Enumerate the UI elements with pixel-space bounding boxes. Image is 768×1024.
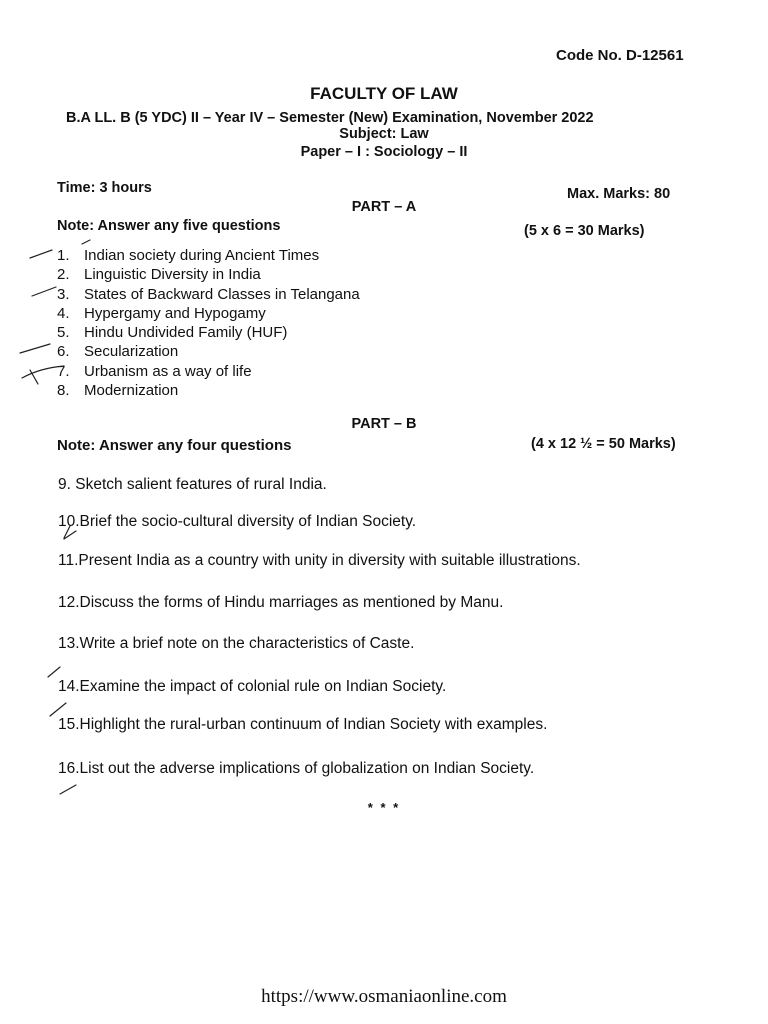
question-number: 1.	[57, 247, 70, 264]
part-a-marks: (5 x 6 = 30 Marks)	[524, 223, 645, 239]
exam-title: B.A LL. B (5 YDC) II – Year IV – Semester (New) Examination, November 2022	[66, 110, 594, 126]
question-text: States of Backward Classes in Telangana	[84, 285, 360, 303]
paper-line: Paper – I : Sociology – II	[300, 144, 468, 160]
tick-mark	[50, 703, 66, 716]
part-b-marks: (4 x 12 ½ = 50 Marks)	[531, 436, 676, 452]
question-13: 13.Write a brief note on the characteristics of Caste.	[58, 635, 415, 652]
question-text: Indian society during Ancient Times	[84, 247, 320, 264]
tick-mark	[64, 526, 76, 539]
question-text: Urbanism as a way of life	[84, 362, 252, 380]
part-b-title: PART – B	[351, 416, 417, 432]
max-marks: Max. Marks: 80	[567, 186, 671, 202]
question-number: 8.	[57, 382, 70, 400]
question-12: 12.Discuss the forms of Hindu marriages as mentioned by Manu.	[58, 594, 504, 611]
faculty-title: FACULTY OF LAW	[310, 84, 458, 103]
question-text: Linguistic Diversity in India	[84, 266, 261, 284]
question-number: 6.	[57, 343, 70, 361]
tick-mark	[20, 344, 50, 353]
question-text: Hypergamy and Hypogamy	[84, 304, 266, 322]
question-9: 9. Sketch salient features of rural India.	[58, 476, 327, 493]
question-14: 14.Examine the impact of colonial rule on Indian Society.	[58, 678, 447, 695]
source-url: https://www.osmaniaonline.com	[261, 986, 507, 1007]
part-b-note: Note: Answer any four questions	[57, 437, 292, 454]
end-of-paper-mark: * * *	[367, 800, 401, 815]
question-15: 15.Highlight the rural-urban continuum of Indian Society with examples.	[58, 716, 548, 733]
question-number: 5.	[57, 324, 70, 342]
tick-mark	[48, 667, 60, 677]
part-a-title: PART – A	[351, 199, 417, 215]
code-number: Code No. D-12561	[556, 47, 684, 64]
question-text: Hindu Undivided Family (HUF)	[84, 324, 288, 342]
question-number: 3.	[57, 285, 70, 303]
tick-mark	[30, 240, 90, 258]
subject-line: Subject: Law	[339, 126, 429, 142]
question-number: 4.	[57, 304, 70, 322]
tick-mark	[22, 366, 64, 384]
question-10: 10.Brief the socio-cultural diversity of Indian Society.	[58, 513, 417, 530]
time-allowed: Time: 3 hours	[57, 180, 152, 196]
question-number: 2.	[57, 266, 70, 284]
question-text: Modernization	[84, 382, 179, 400]
question-11: 11.Present India as a country with unity in diversity with suitable illustrations.	[58, 552, 581, 569]
question-16: 16.List out the adverse implications of globalization on Indian Society.	[58, 760, 535, 777]
part-a-note: Note: Answer any five questions	[57, 218, 281, 234]
question-number: 7.	[57, 362, 70, 380]
question-text: Secularization	[84, 343, 179, 361]
tick-mark	[60, 785, 76, 794]
tick-mark	[32, 287, 56, 296]
